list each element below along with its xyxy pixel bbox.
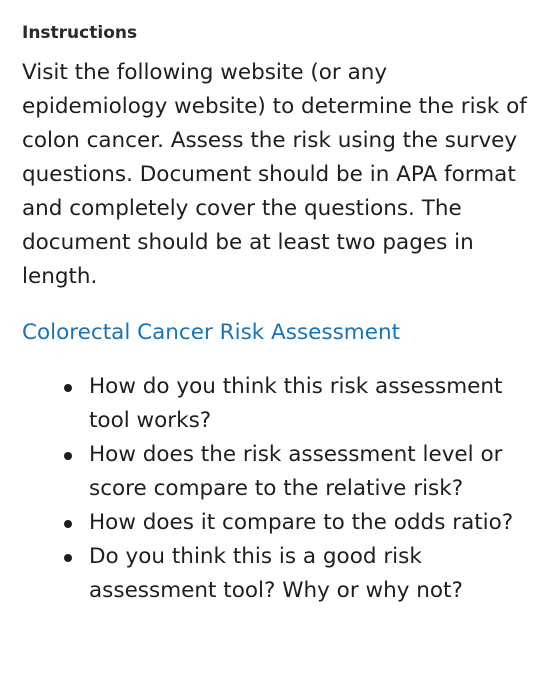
question-text: How does the risk assessment level or score compare to the relative risk? [89,442,503,501]
list-item [89,506,534,540]
instructions-heading: Instructions [22,23,138,43]
risk-assessment-link[interactable]: Colorectal Cancer Risk Assessment [22,320,401,345]
question-list [22,370,534,608]
bullet-icon [64,520,72,528]
question-text: Do you think this is a good risk assessment tool? Why or why not? [89,544,463,603]
bullet-icon [64,452,72,460]
bullet-icon [64,554,72,562]
list-item [89,438,534,506]
bullet-icon [64,384,72,392]
list-item [89,540,534,608]
question-text: How does it compare to the odds ratio? [89,510,514,535]
instructions-body: Visit the following website (or any epidemiology website) to determine the risk of colon cancer. Assess the risk using the survey questions. Document should be in APA format and completely cover the questions. The document should be at least two pages in length. [22,60,527,289]
question-text: How do you think this risk assessment tool works? [89,374,503,433]
list-item [89,370,534,438]
